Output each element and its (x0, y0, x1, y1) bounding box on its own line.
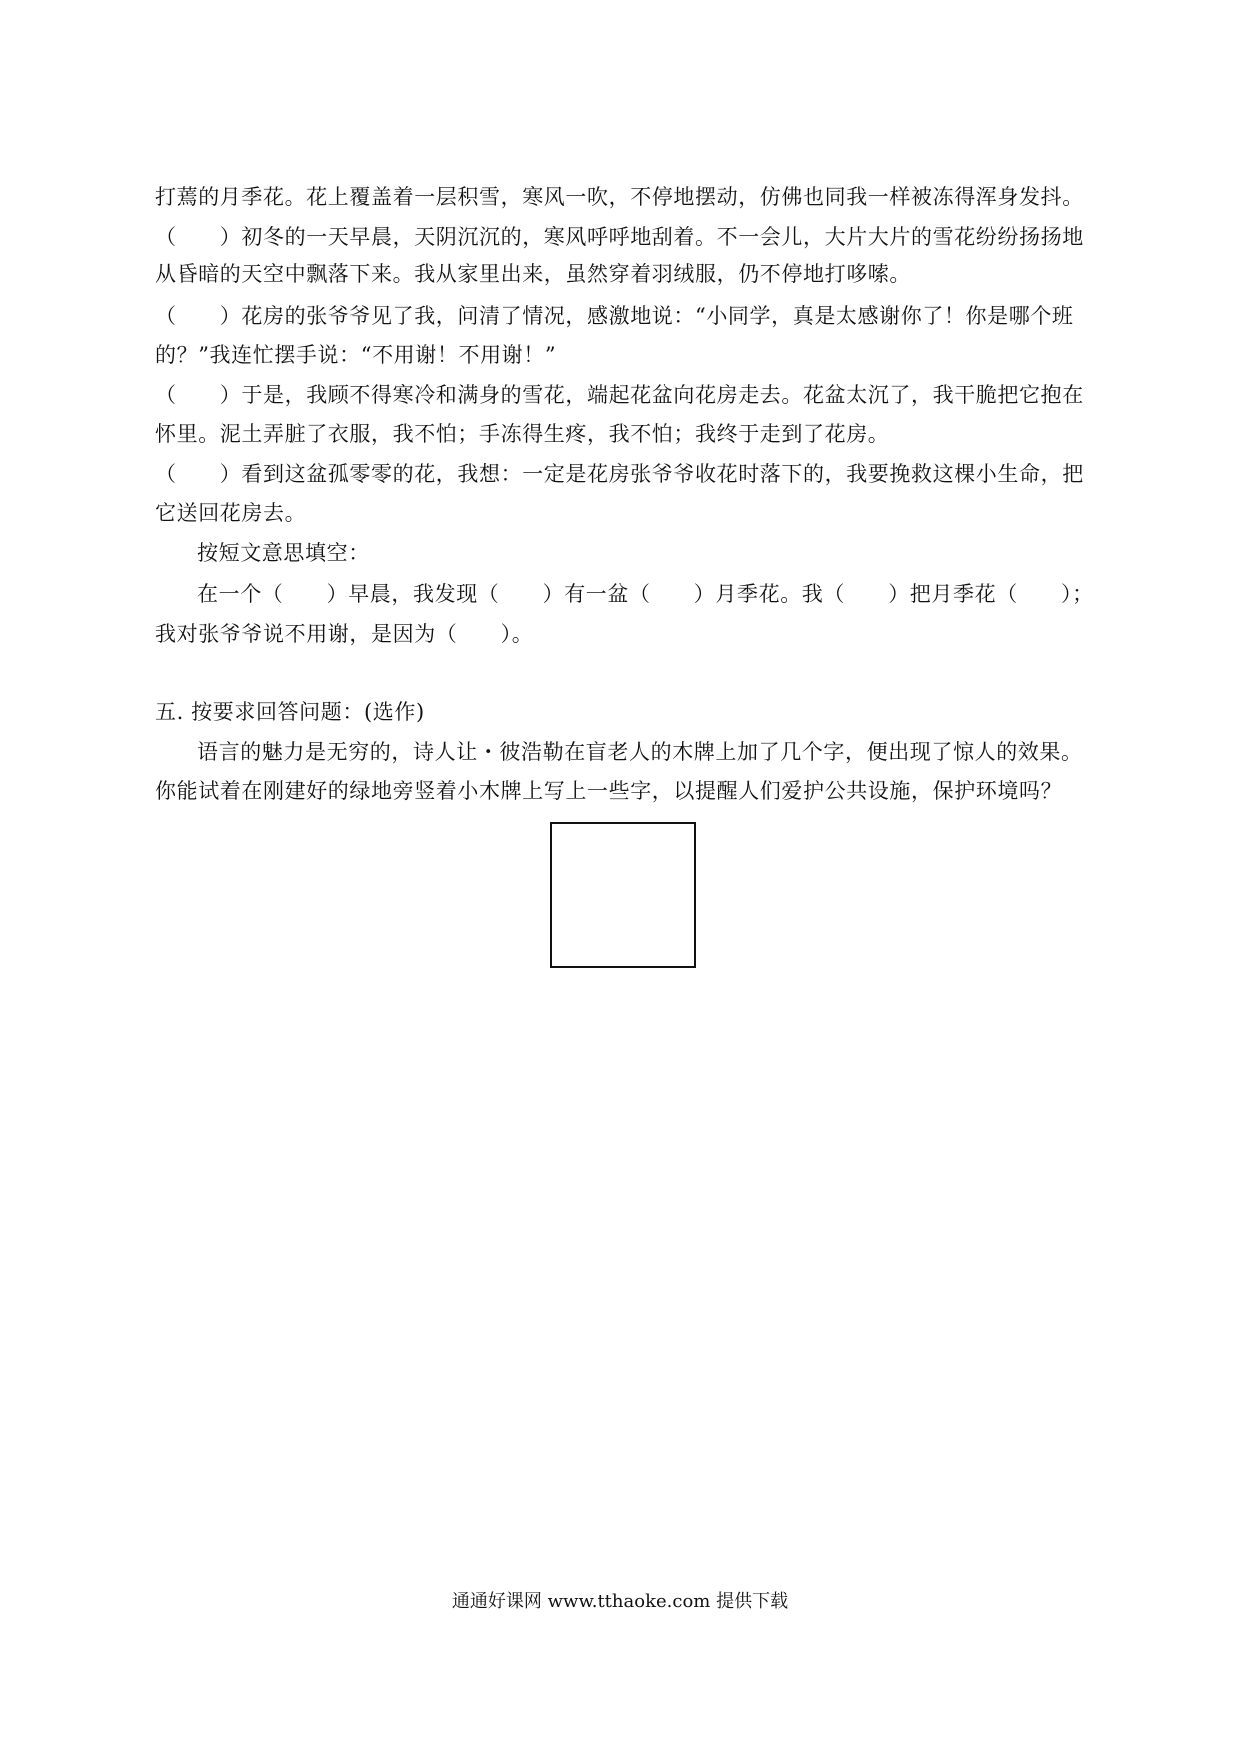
section-five-prompt-line: 语言的魅力是无穷的，诗人让・彼浩勒在盲老人的木牌上加了几个字，便出现了惊人的效果。 (197, 740, 1083, 764)
fill-blank-instruction: 按短文意思填空： (197, 541, 370, 565)
section-five-prompt-line: 你能试着在刚建好的绿地旁竖着小木牌上写上一些字，以提醒人们爱护公共设施，保护环境吗？ (155, 779, 1063, 803)
story-paragraph-3-line: （ ）于是，我顾不得寒冷和满身的雪花，端起花盆向花房走去。花盆太沉了，我干脆把它抱在 (155, 383, 1084, 407)
story-line: 打蔫的月季花。花上覆盖着一层积雪，寒风一吹，不停地摆动，仿佛也同我一样被冻得浑身发抖。 (155, 185, 1084, 209)
answer-box[interactable] (550, 822, 696, 968)
story-paragraph-4-line: （ ）看到这盆孤零零的花，我想：一定是花房张爷爷收花时落下的，我要挽救这棵小生命，把 (155, 462, 1084, 486)
fill-blank-line: 我对张爷爷说不用谢，是因为（ ）。 (155, 622, 534, 646)
story-paragraph-1-line: （ ）初冬的一天早晨，天阴沉沉的，寒风呼呼地刮着。不一会儿，大片大片的雪花纷纷扬扬地 (155, 225, 1084, 249)
story-paragraph-2-line: （ ）花房的张爷爷见了我，问清了情况，感激地说：“小同学，真是太感谢你了！你是哪个班 (155, 304, 1074, 328)
story-paragraph-2-line: 的？”我连忙摆手说：“不用谢！不用谢！” (155, 343, 557, 367)
footer-credit: 通通好课网 www.tthaoke.com 提供下载 (451, 1591, 789, 1612)
section-five-heading: 五. 按要求回答问题：(选作) (155, 700, 425, 724)
story-paragraph-4-line: 它送回花房去。 (155, 501, 307, 525)
fill-blank-line: 在一个（ ）早晨，我发现（ ）有一盆（ ）月季花。我（ ）把月季花（ ）； (197, 582, 1094, 606)
story-paragraph-1-line: 从昏暗的天空中飘落下来。我从家里出来，虽然穿着羽绒服，仍不停地打哆嗦。 (155, 262, 911, 286)
story-paragraph-3-line: 怀里。泥土弄脏了衣服，我不怕；手冻得生疼，我不怕；我终于走到了花房。 (155, 422, 890, 446)
